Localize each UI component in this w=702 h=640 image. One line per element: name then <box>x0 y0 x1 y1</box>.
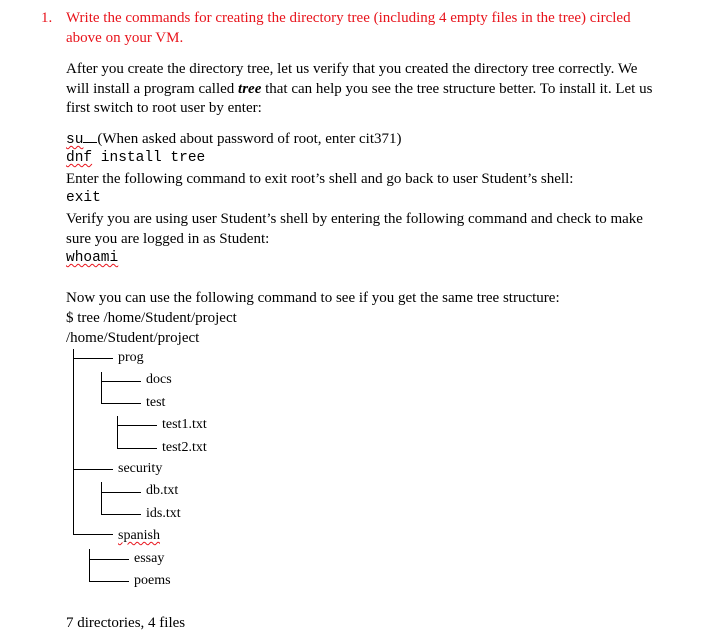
tree-node-ids: ids.txt <box>146 506 181 521</box>
install-tree-words: install tree <box>92 150 206 166</box>
su-underline-gap <box>83 130 97 143</box>
tree-line-prog-vertical <box>101 372 102 404</box>
dnf-command-line <box>66 150 205 166</box>
tree-summary: 7 directories, 4 files <box>66 615 186 631</box>
tree-branch-db <box>101 492 141 493</box>
intro-line-2 <box>66 81 652 98</box>
tree-node-db: db.txt <box>146 483 179 498</box>
dnf-word: dnf <box>66 150 93 166</box>
tree-node-docs: docs <box>146 372 172 387</box>
tree-branch-spanish <box>73 534 113 535</box>
intro-line-2-post: that can help you see the tree structure better. To install it. Let us <box>261 81 653 97</box>
tree-instruction: Now you can use the following command to see if you get the same tree structure: <box>66 290 560 306</box>
tree-branch-test1 <box>117 425 157 426</box>
tree-branch-essay <box>89 559 129 560</box>
intro-line-1: After you create the directory tree, let us verify that you created the directory tree correctly. We <box>66 61 638 77</box>
tree-node-test2: test2.txt <box>162 440 207 455</box>
tree-root-path: /home/Student/project <box>66 330 200 346</box>
tree-node-prog: prog <box>118 350 144 365</box>
question-text-line-1: Write the commands for creating the directory tree (including 4 empty files in the tree) circled <box>66 10 631 26</box>
question-text-line-2: above on your VM. <box>66 30 184 46</box>
tree-line-test-vertical <box>117 416 118 449</box>
tree-branch-security <box>73 469 113 470</box>
verify-line-2: sure you are logged in as Student: <box>66 231 270 247</box>
tree-emphasis: tree <box>238 81 262 97</box>
tree-line-security-vertical <box>101 482 102 515</box>
tree-node-essay: essay <box>134 551 165 566</box>
tree-branch-test <box>101 403 141 404</box>
tree-command: $ tree /home/Student/project <box>66 310 237 326</box>
tree-node-poems: poems <box>134 573 171 588</box>
tree-branch-test2 <box>117 448 157 449</box>
intro-line-2-pre: will install a program called <box>66 81 239 97</box>
exit-instruction: Enter the following command to exit root’s shell and go back to user Student’s shell: <box>66 171 574 187</box>
tree-node-spanish: spanish <box>118 528 160 543</box>
tree-branch-docs <box>101 381 141 382</box>
tree-line-spanish-vertical <box>89 549 90 582</box>
su-note: (When asked about password of root, enter cit371) <box>97 131 402 147</box>
question-number: 1. <box>41 10 53 26</box>
exit-command: exit <box>66 190 101 206</box>
tree-branch-prog <box>73 358 113 359</box>
su-command-line <box>66 130 401 148</box>
whoami-command <box>66 250 118 266</box>
tree-branch-poems <box>89 581 129 582</box>
tree-node-test: test <box>146 395 166 410</box>
whoami-word: whoami <box>66 250 119 266</box>
su-command: su <box>66 132 84 148</box>
tree-node-test1: test1.txt <box>162 417 207 432</box>
intro-line-3: first switch to root user by enter: <box>66 100 262 116</box>
verify-line-1: Verify you are using user Student’s shell by entering the following command and check to make <box>66 211 643 227</box>
tree-node-security: security <box>118 461 163 476</box>
tree-branch-ids <box>101 514 141 515</box>
tree-line-root-vertical <box>73 349 74 534</box>
